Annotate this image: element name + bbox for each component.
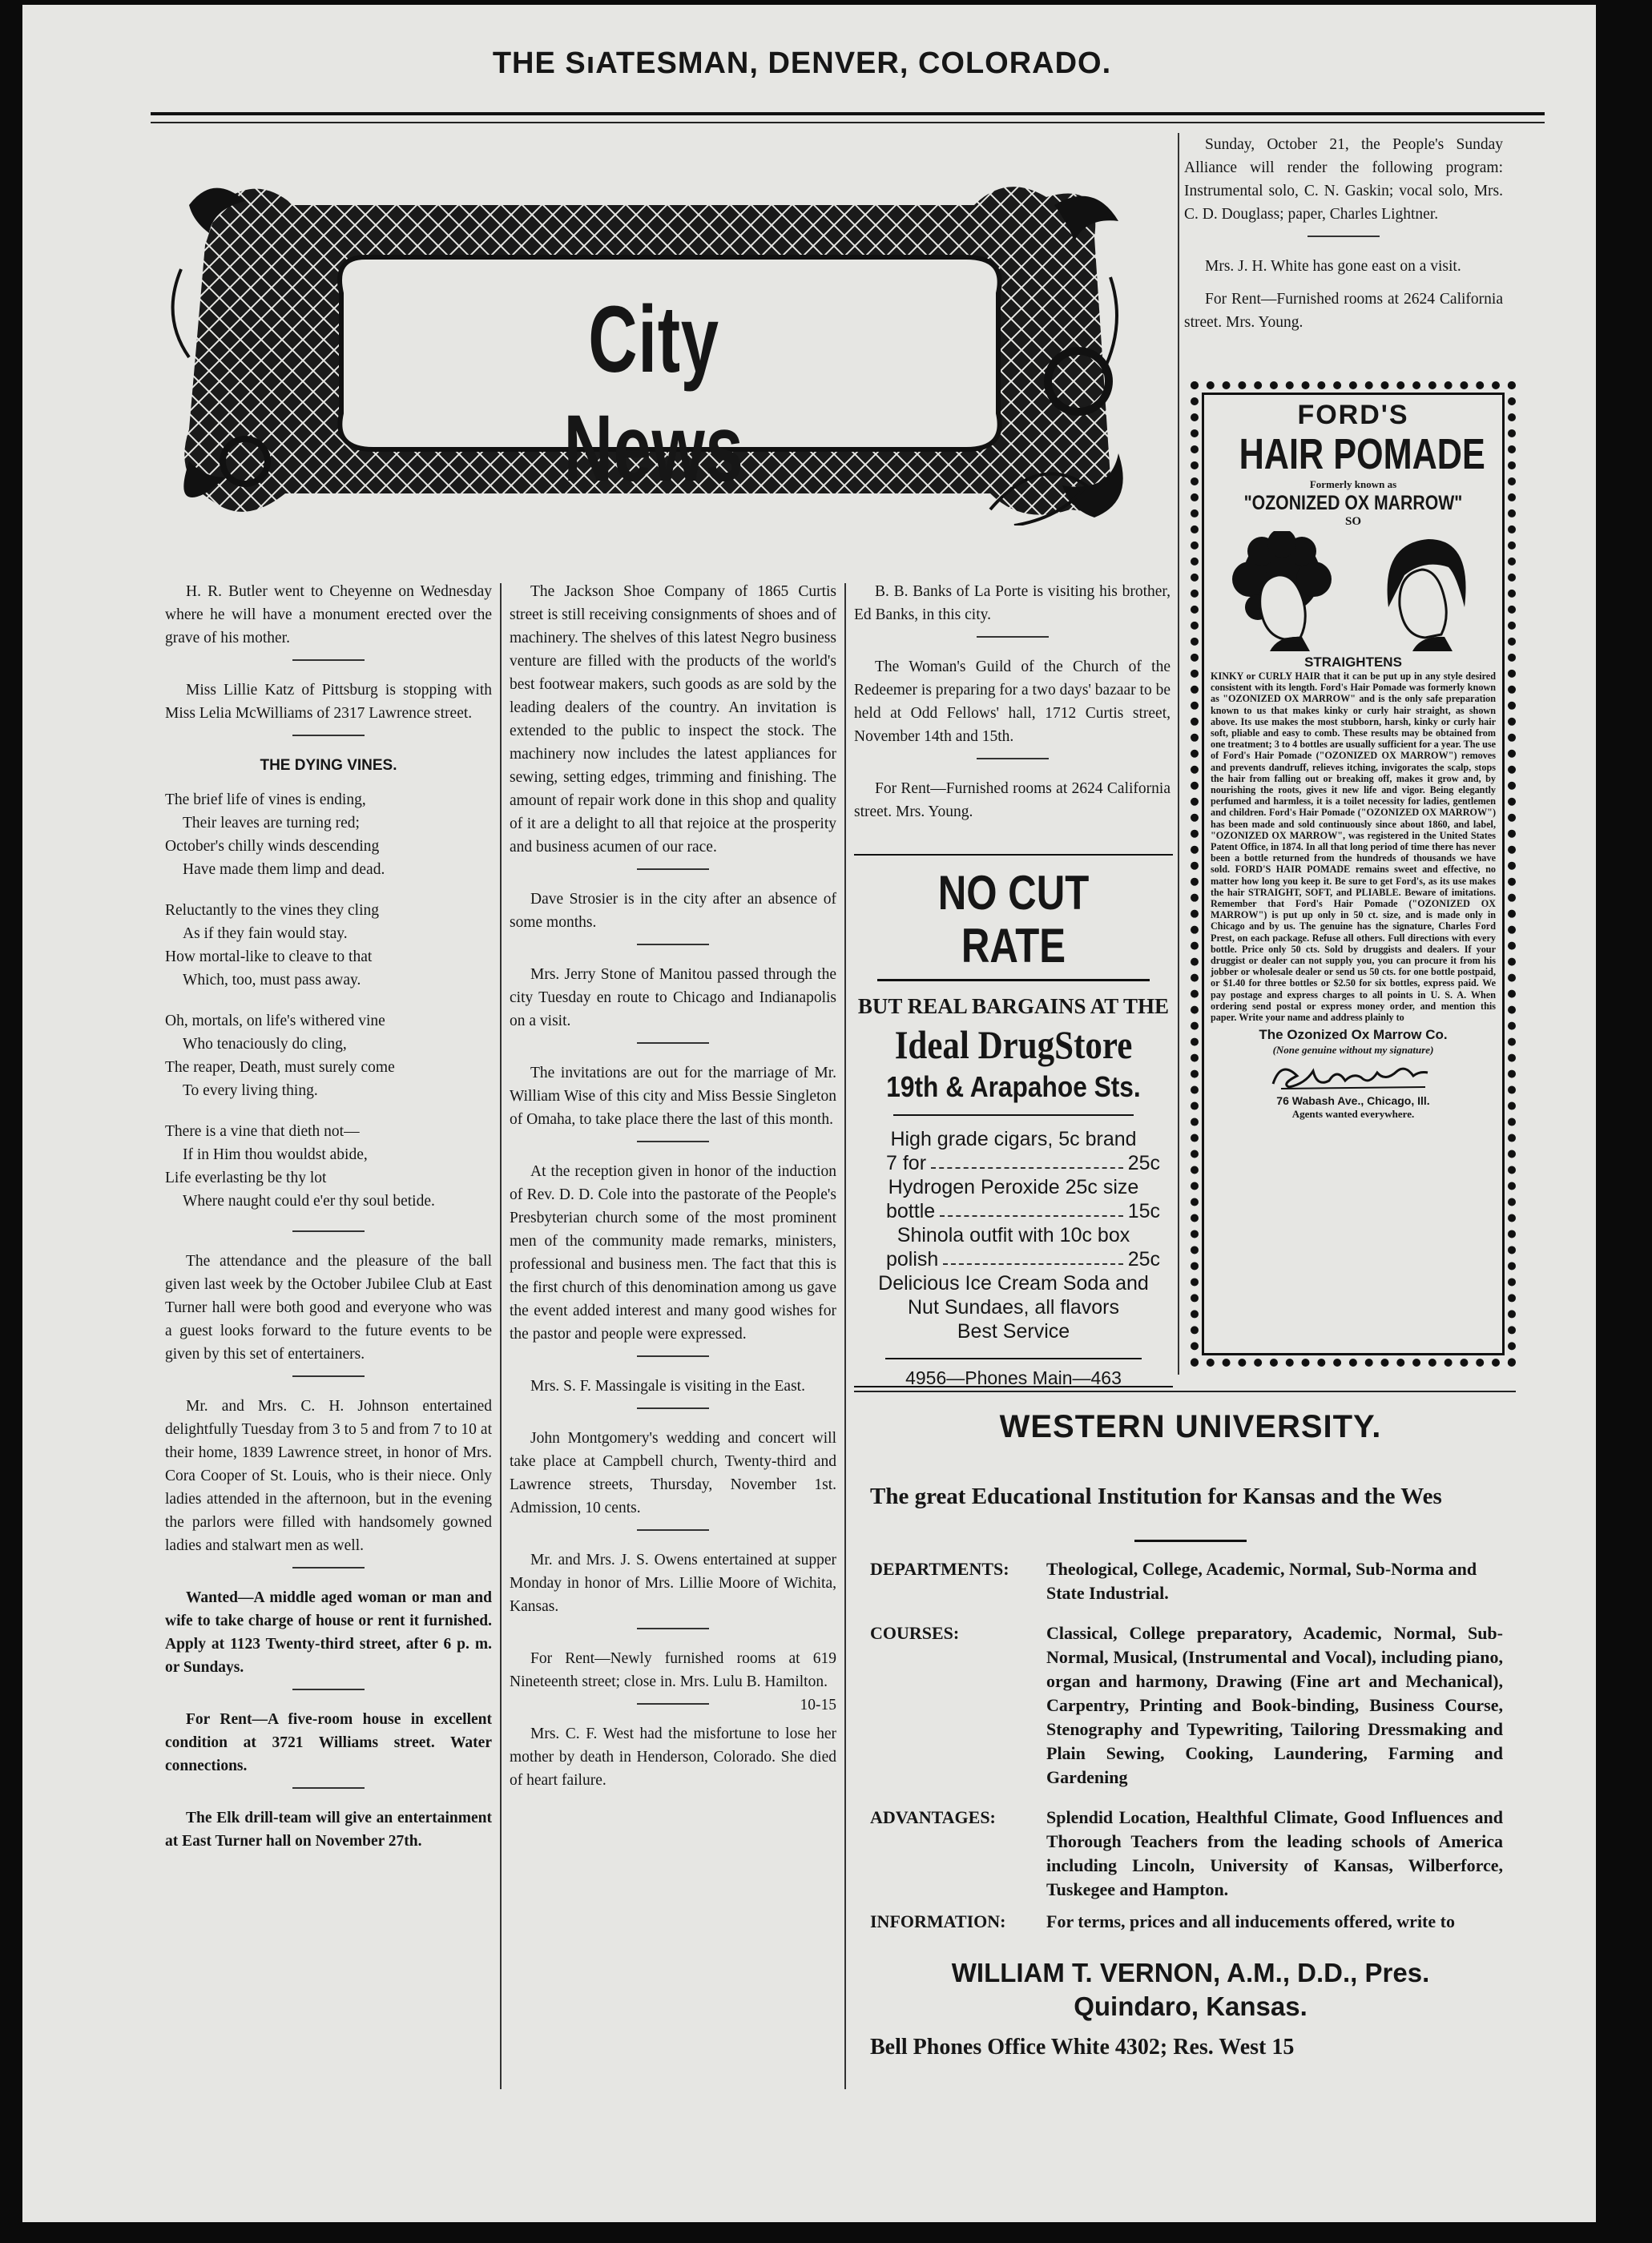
classified-code: 10-15 (800, 1697, 836, 1713)
news-item: Dave Strosier is in the city after an absence of some months. (510, 891, 836, 931)
column-3 (854, 580, 1171, 833)
column-rule (844, 583, 846, 2089)
news-item: The Elk drill-team will give an entertainment at East Turner hall on November 27th. (165, 1810, 492, 1850)
classified-item: For Rent—Furnished rooms at 2624 California street. Mrs. Young. (854, 780, 1171, 820)
price-line (886, 1151, 1160, 1175)
separator (977, 636, 1049, 638)
separator (977, 758, 1049, 759)
store-address: 19th & Arapahoe Sts. (886, 1070, 1141, 1103)
product-name: HAIR POMADE (1239, 430, 1485, 478)
university-title: WESTERN UNIVERSITY. (999, 1409, 1382, 1444)
column-rule (500, 583, 502, 2089)
column-1 (165, 580, 492, 1862)
poem-line: Oh, mortals, on life's withered vine (165, 1013, 385, 1029)
newspaper-page (22, 5, 1596, 2222)
ad-rule (885, 1358, 1142, 1359)
classified-item: For Rent—Furnished rooms at 2624 California street. Mrs. Young. (1184, 291, 1503, 331)
company-name: The Ozonized Ox Marrow Co. (1259, 1027, 1448, 1043)
ad-phones: 4956—Phones Main—463 (905, 1367, 1122, 1388)
ad-extra: Delicious Ice Cream Soda and Nut Sundaes, all flavors (878, 1272, 1149, 1319)
university-phones: Bell Phones Office White 4302; Res. West 15 (870, 2035, 1295, 2060)
separator (1307, 236, 1380, 237)
poem-line: Which, too, must pass away. (183, 972, 361, 989)
news-item: B. B. Banks of La Porte is visiting his brother, Ed Banks, in this city. (854, 583, 1171, 623)
hair-pomade-ad (1191, 381, 1516, 1367)
poem-line: How mortal-like to cleave to that (165, 948, 373, 965)
poem-line: The reaper, Death, must surely come (165, 1059, 395, 1076)
poem-title: THE DYING VINES. (260, 757, 397, 774)
poem-line: The brief life of vines is ending, (165, 791, 366, 808)
separator (292, 1375, 365, 1377)
poem-line: To every living thing. (183, 1082, 318, 1099)
departments-label: DEPARTMENTS: (870, 1559, 1009, 1579)
poem-line: October's chilly winds descending (165, 838, 380, 855)
separator (292, 1567, 365, 1568)
straightens-label: STRAIGHTENS (1304, 654, 1402, 670)
old-product-name: "OZONIZED OX MARROW" (1243, 492, 1463, 514)
news-item: Mr. and Mrs. C. H. Johnson entertained delightfully Tuesday from 3 to 5 and from 7 to 10 at their home, 1839 Lawrence street, in honor of Mrs. Cora Cooper of St. Louis, who is their niece. Only ladies attended in the afternoon, but in the evening the parlors were filled with handsomely gowned ladies and stalwart men as well. (165, 1398, 492, 1554)
news-item: Miss Lillie Katz of Pittsburg is stopping with Miss Lelia McWilliams of 2317 Lawrence street. (165, 682, 492, 722)
news-item: Sunday, October 21, the People's Sunday Alliance will render the following program: Instrumental solo, C. N. Gaskin; vocal solo, Mrs. C. D. Douglass; paper, Charles Lightner. (1184, 136, 1503, 223)
poem-line: As if they fain would stay. (183, 925, 348, 942)
column-rule (1178, 133, 1179, 1375)
advantages-text: Splendid Location, Healthful Climate, Good Influences and Thorough Teachers from the leading schools of America including Lincoln, University of Kansas, Wilberforce, Tuskegee and Hampton. (1046, 1807, 1503, 1899)
curly-hair-portrait-icon (1222, 531, 1342, 651)
classified-item: For Rent—A five-room house in excellent condition at 3721 Williams street. Water connections. (165, 1711, 492, 1774)
news-item: Mrs. S. F. Massingale is visiting in the East. (530, 1378, 805, 1395)
masthead-rule-thin (151, 122, 1545, 123)
separator (637, 1529, 709, 1531)
separator (637, 868, 709, 870)
price-label: polish (886, 1248, 939, 1270)
tagline-rule (1134, 1540, 1247, 1542)
price-value: 25c (1127, 1248, 1160, 1270)
university-president: WILLIAM T. VERNON, A.M., D.D., Pres. (951, 1958, 1430, 1987)
ad-body-text: KINKY or CURLY HAIR that it can be put up in any style desired consistent with its length. Ford's Hair Pomade was formerly known as "OZONIZED OX MARROW" and is the only safe preparation known to us that makes kinky or curly hair straight, as shown above. Its use makes the most stubborn, harsh, kinky or curly hair soft, pliable and easy to comb. These results may be obtained from one treatment; 3 to 4 bottles are usually sufficient for a year. The use of Ford's Hair Pomade ("OZONIZED OX MARROW") removes and prevents dandruff, relieves itching, invigorates the scalp, stops the hair from falling out or breaking off, makes it grow and, by nourishing the roots, gives it new life and vigor. Being elegantly perfumed and harmless, it is a toilet necessity for ladies, gentlemen and children. Ford's Hair Pomade ("OZONIZED OX MARROW") has been made and sold continuously since about 1860, and label, "OZONIZED OX MARROW", was registered in the United States Patent Office, in 1874. In all that long period of time there has never been a bottle returned from the hundreds of thousands we have sold. FORD'S HAIR POMADE remains sweet and effective, no matter how long you keep it. Be sure to get Ford's, as its use makes the hair STRAIGHT, SOFT, and PLIABLE. Beware of imitations. Remember that Ford's Hair Pomade ("OZONIZED OX MARROW") is put up only in 50 ct. size, and is made only in Chicago and by us. The genuine has the signature, Charles Ford Prest, on each package. Refuse all others. Full directions with every bottle. Price only 50 cts. Sold by druggists and dealers. If your druggist or dealer can not supply you, you can procure it from his jobber or wholesale dealer or send us 50 cts. for one bottle postpaid, or $1.40 for three bottles or $2.50 for six bottles, express paid. We pay postage and express charges to all points in U. S. A. When ordering send postal or express money order, and mention this paper. Write your name and address plainly to (1211, 670, 1496, 1024)
banner-title: City News (563, 287, 744, 501)
news-item: Mrs. C. F. West had the misfortune to lose her mother by death in Henderson, Colorado. She died of heart failure. (510, 1726, 836, 1789)
poem-line: Who tenaciously do cling, (183, 1036, 347, 1053)
section-rule (854, 1391, 1516, 1392)
price-item: Hydrogen Peroxide 25c size (888, 1176, 1139, 1198)
university-location: Quindaro, Kansas. (1074, 1991, 1307, 2021)
masthead-rule (151, 112, 1545, 115)
separator (637, 1407, 709, 1409)
news-item: Mrs. Jerry Stone of Manitou passed through the city Tuesday en route to Chicago and Indianapolis on a visit. (510, 966, 836, 1029)
news-item: Mr. and Mrs. J. S. Owens entertained at supper Monday in honor of Mrs. Lillie Moore of Wichita, Kansas. (510, 1552, 836, 1615)
poem-stanza (165, 1120, 492, 1213)
news-item: The Jackson Shoe Company of 1865 Curtis street is still receiving consignments of shoes and of machinery. The shelves of this latest Negro business venture are filled with the products of the world's best footwear makers, such goods as are sold by the leading dealers of the country. An invitation is extended to the public to inspect the stock. The machinery now includes the latest appliances for sewing, setting edges, trimming and finishing. The amount of repair work done in this shop and quality of it are a delight to all that rejoice at the prosperity and business acumen of our race. (510, 583, 836, 856)
poem-line: If in Him thou wouldst abide, (183, 1146, 368, 1163)
advantages-label: ADVANTAGES: (870, 1807, 996, 1827)
so-label: SO (1344, 515, 1361, 528)
poem-line: Have made them limp and dead. (183, 861, 385, 878)
city-news-banner (157, 173, 1134, 526)
poem-stanza (165, 899, 492, 992)
separator (292, 1689, 365, 1690)
price-list (854, 1127, 1173, 1343)
separator (292, 1230, 365, 1232)
formerly-label: Formerly known as (1309, 478, 1397, 490)
ad-rule (893, 1114, 1134, 1116)
university-tagline: The great Educational Institution for Kansas and the Wes (870, 1484, 1442, 1509)
ad-inner-frame (1202, 393, 1505, 1355)
store-name: Ideal DrugStore (894, 1022, 1133, 1067)
column-4 (1184, 133, 1503, 344)
company-address: 76 Wabash Ave., Chicago, Ill. (1276, 1094, 1430, 1108)
price-value: 25c (1127, 1152, 1160, 1174)
straight-hair-portrait-icon (1364, 531, 1485, 651)
signature-icon (1265, 1057, 1441, 1093)
separator (637, 1042, 709, 1044)
price-label: 7 for (886, 1152, 927, 1174)
genuine-note: (None genuine without my signature) (1272, 1044, 1434, 1057)
before-after-portraits (1211, 531, 1496, 651)
separator (637, 1355, 709, 1357)
price-line (886, 1247, 1160, 1271)
news-item: At the reception given in honor of the induction of Rev. D. D. Cole into the pastorate of the People's Presbyterian church some of the most prominent men of the community made remarks, ministers, professional and business men. The fact that this is the first church of this denomination among us gave the event added interest and many good wishes for the pastor and people were expressed. (510, 1163, 836, 1343)
price-item: High grade cigars, 5c brand (890, 1128, 1137, 1150)
news-item: Mrs. J. H. White has gone east on a visit. (1205, 258, 1461, 275)
dashed-leader (931, 1151, 1123, 1169)
ad-subhead: BUT REAL BARGAINS AT THE (857, 994, 1170, 1018)
separator (292, 1787, 365, 1789)
agents-note: Agents wanted everywhere. (1291, 1108, 1415, 1121)
poem-line: Where naught could e'er thy soul betide. (183, 1193, 435, 1210)
dashed-leader (943, 1247, 1122, 1265)
poem-line: Their leaves are turning red; (183, 815, 360, 832)
masthead: THE SıATESMAN, DENVER, COLORADO. (492, 46, 1112, 80)
poem-line: Reluctantly to the vines they cling (165, 902, 379, 919)
brand-name: FORD'S (1297, 400, 1409, 430)
information-text: For terms, prices and all inducements offered, write to (1046, 1911, 1455, 1931)
courses-label: COURSES: (870, 1623, 960, 1643)
price-item: Shinola outfit with 10c box (897, 1224, 1130, 1246)
classified-item (510, 1647, 836, 1713)
separator (292, 735, 365, 736)
separator (292, 659, 365, 661)
poem-stanza (165, 788, 492, 881)
separator (637, 944, 709, 945)
departments-text: Theological, College, Academic, Normal, Sub-Norma and State Industrial. (1046, 1559, 1477, 1603)
courses-text: Classical, College preparatory, Academic, Normal, Sub-Normal, Musical, (Instrumental and Vocal), including piano, organ and harmony, Drawing (Fine art and Mechanical), Carpentry, Printing and Book-binding, Business Course, Stenography and Typewriting, Tailoring Dressmaking and Plain Sewing, Cooking, Laundering, Farming and Gardening (1046, 1623, 1503, 1787)
drug-store-ad (854, 854, 1173, 1387)
information-label: INFORMATION: (870, 1911, 1006, 1931)
ad-headline: NO CUT RATE (937, 866, 1090, 973)
news-item: John Montgomery's wedding and concert will take place at Campbell church, Twenty-third and Lawrence streets, Thursday, November 1st. Admission, 10 cents. (510, 1430, 836, 1516)
news-item: The attendance and the pleasure of the ball given last week by the October Jubilee Club at East Turner hall were both good and everyone who was a guest looks forward to the future events to be given by this set of entertainers. (165, 1253, 492, 1363)
poem-line: Life everlasting be thy lot (165, 1170, 327, 1186)
price-line (886, 1199, 1160, 1223)
news-item: The invitations are out for the marriage of Mr. William Wise of this city and Miss Bessie Singleton of Omaha, to take place there the last of this month. (510, 1065, 836, 1128)
column-2 (510, 580, 836, 1802)
poem-stanza (165, 1009, 492, 1102)
dashed-leader (940, 1199, 1123, 1217)
western-university-ad (854, 1405, 1527, 2110)
news-item: The Woman's Guild of the Church of the Redeemer is preparing for a two days' bazaar to be held at Odd Fellows' hall, 1712 Curtis street, November 14th and 15th. (854, 658, 1171, 745)
ad-service: Best Service (957, 1320, 1070, 1343)
separator (637, 1141, 709, 1142)
poem-line: There is a vine that dieth not— (165, 1123, 360, 1140)
price-label: bottle (886, 1200, 936, 1222)
separator (637, 1628, 709, 1629)
news-item: H. R. Butler went to Cheyenne on Wednesday where he will have a monument erected over the grave of his mother. (165, 583, 492, 646)
ad-rule (877, 979, 1150, 981)
classified-text: For Rent—Newly furnished rooms at 619 Nineteenth street; close in. Mrs. Lulu B. Hamilton. (510, 1650, 836, 1690)
signature (1211, 1057, 1496, 1093)
separator (637, 1703, 709, 1705)
price-value: 15c (1127, 1200, 1160, 1222)
classified-item: Wanted—A middle aged woman or man and wife to take charge of house or rent it furnished. Apply at 1123 Twenty-third street, after 6 p. m. or Sundays. (165, 1589, 492, 1676)
